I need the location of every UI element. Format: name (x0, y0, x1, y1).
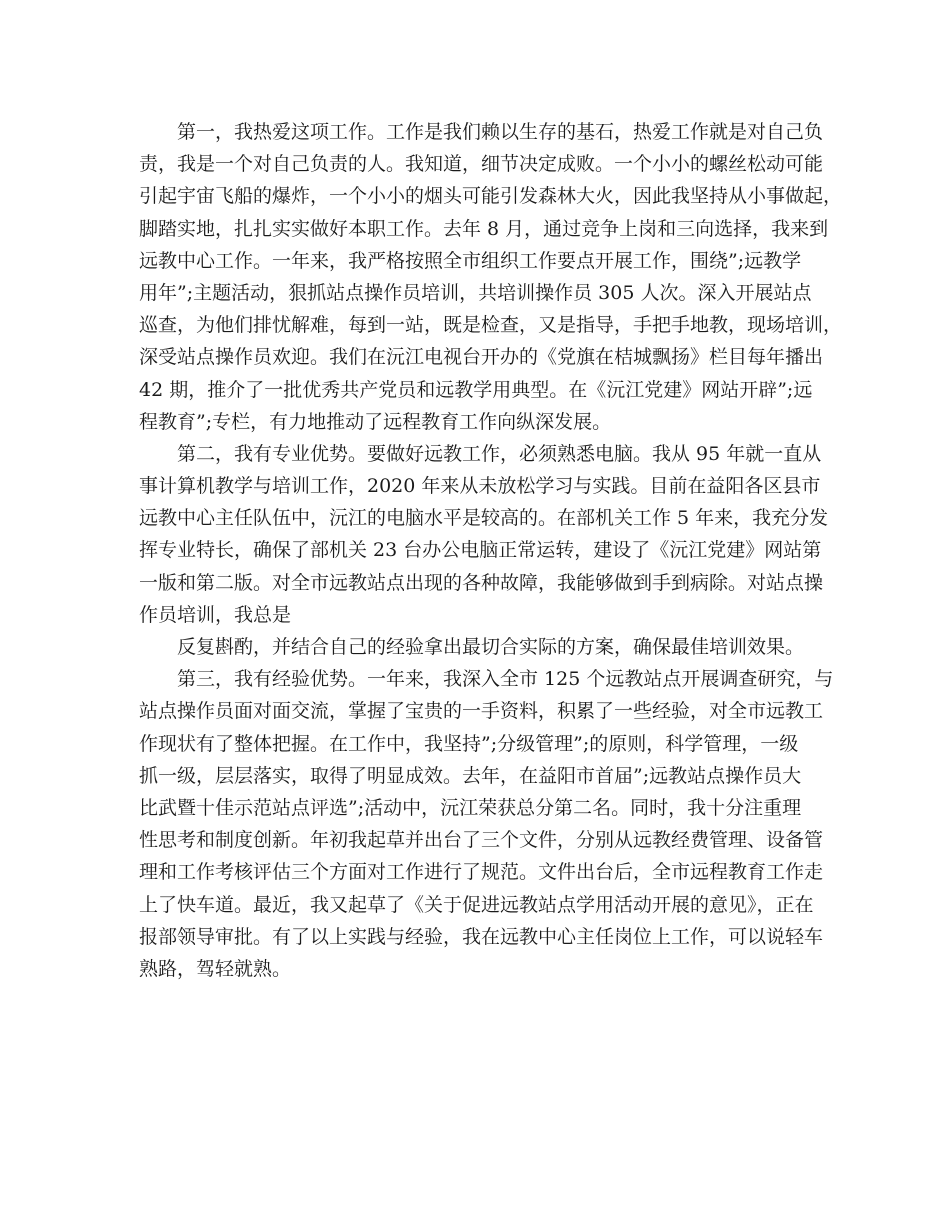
paragraph-4-line-7: 理和工作考核评估三个方面对工作进行了规范。文件出台后，全市远程教育工作走 (139, 861, 824, 884)
paragraph-4-line-5: 比武暨十佳示范站点评选”;活动中，沅江荣获总分第二名。同时，我十分注重理 (139, 796, 802, 819)
paragraph-1-line-4: 脚踏实地，扎扎实实做好本职工作。去年 8 月，通过竞争上岗和三向选择，我来到 (139, 217, 829, 240)
paragraph-4-line-9: 报部领导审批。有了以上实践与经验，我在远教中心主任岗位上工作，可以说轻车 (139, 925, 824, 948)
paragraph-4-line-4: 抓一级，层层落实，取得了明显成效。去年，在益阳市首届”;远教站点操作员大 (139, 764, 802, 787)
paragraph-1-line-6: 用年”;主题活动，狠抓站点操作员培训，共培训操作员 305 人次。深入开展站点 (139, 281, 812, 304)
paragraph-2-line-5: 一版和第二版。对全市远教站点出现的各种故障，我能够做到手到病除。对站点操 (139, 571, 824, 594)
paragraph-2-line-2: 事计算机教学与培训工作，2020 年来从未放松学习与实践。目前在益阳各区县市 (139, 475, 821, 498)
paragraph-1-line-8: 深受站点操作员欢迎。我们在沅江电视台开办的《党旗在桔城飘扬》栏目每年播出 (139, 346, 824, 369)
paragraph-3-line-1: 反复斟酌，并结合自己的经验拿出最切合实际的方案，确保最佳培训效果。 (177, 636, 805, 658)
paragraph-4-line-10: 熟路，驾轻就熟。 (139, 957, 292, 980)
paragraph-4-line-2: 站点操作员面对面交流，掌握了宝贵的一手资料，积累了一些经验，对全市远教工 (139, 700, 824, 723)
paragraph-2-line-1: 第二，我有专业优势。要做好远教工作，必须熟悉电脑。我从 95 年就一直从 (177, 442, 822, 465)
paragraph-2-line-3: 远教中心主任队伍中，沅江的电脑水平是较高的。在部机关工作 5 年来，我充分发 (139, 507, 829, 530)
paragraph-1-line-3: 引起宇宙飞船的爆炸，一个小小的烟头可能引发森林大火，因此我坚持从小事做起， (139, 185, 843, 208)
paragraph-2-line-6: 作员培训，我总是 (139, 603, 292, 626)
paragraph-1-line-5: 远教中心工作。一年来，我严格按照全市组织工作要点开展工作，围绕”;远教学 (139, 249, 802, 272)
paragraph-1-line-1: 第一，我热爱这项工作。工作是我们赖以生存的基石，热爱工作就是对自己负 (177, 121, 824, 143)
paragraph-4-line-8: 上了快车道。最近，我又起草了《关于促进远教站点学用活动开展的意见》，正在 (139, 893, 814, 916)
paragraph-4-line-1: 第三，我有经验优势。一年来，我深入全市 125 个远教站点开展调查研究，与 (177, 668, 834, 691)
paragraph-2-line-4: 挥专业特长，确保了部机关 23 台办公电脑正常运转，建设了《沅江党建》网站第 (139, 539, 822, 562)
document-body (139, 116, 843, 985)
paragraph-4-line-3: 作现状有了整体把握。在工作中，我坚持”;分级管理”;的原则，科学管理，一级 (139, 732, 799, 755)
paragraph-1-line-2: 责，我是一个对自己负责的人。我知道，细节决定成败。一个小小的螺丝松动可能 (139, 153, 824, 176)
paragraph-1-line-7: 巡查，为他们排忧解难，每到一站，既是检查，又是指导，手把手地教，现场培训， (139, 314, 843, 337)
paragraph-4-line-6: 性思考和制度创新。年初我起草并出台了三个文件，分别从远教经费管理、设备管 (139, 829, 824, 852)
paragraph-1-line-10: 程教育”;专栏，有力地推动了远程教育工作向纵深发展。 (139, 410, 612, 433)
paragraph-1-line-9: 42 期，推介了一批优秀共产党员和远教学用典型。在《沅江党建》网站开辟”;远 (139, 378, 813, 401)
